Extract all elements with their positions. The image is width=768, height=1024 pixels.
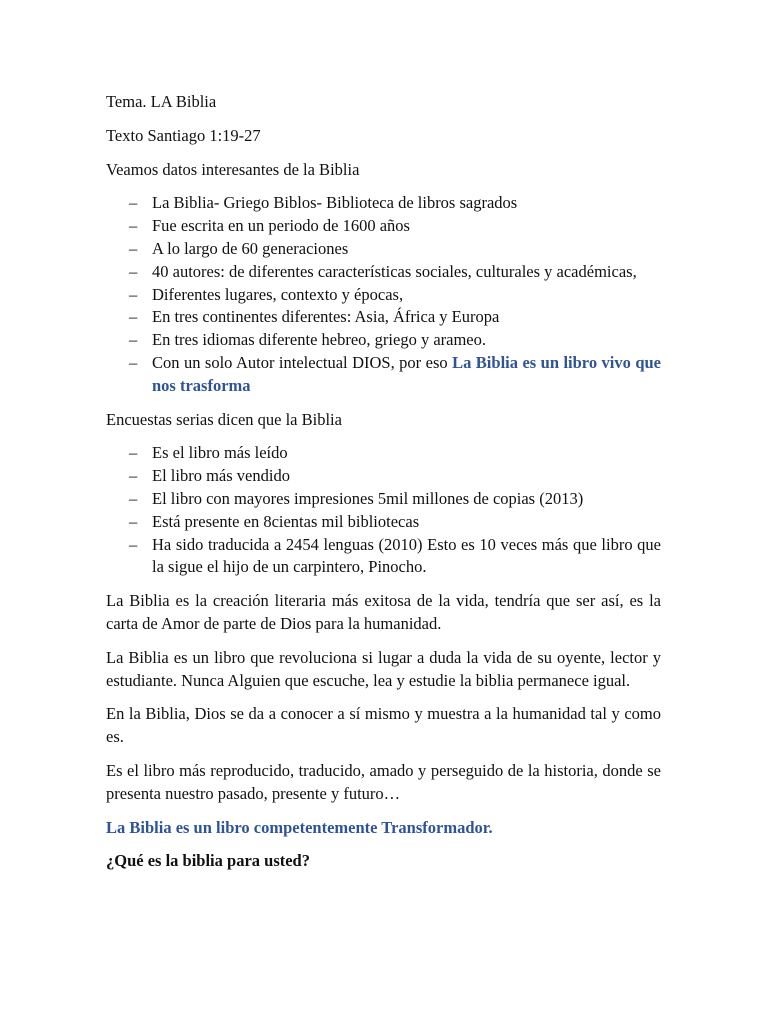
bullet-dash: –	[129, 307, 138, 327]
question-line: ¿Qué es la biblia para usted?	[106, 851, 310, 871]
bullet-dash: –	[129, 466, 138, 486]
survey-list	[106, 442, 661, 579]
survey-intro: Encuestas serias dicen que la Biblia	[106, 409, 342, 429]
bullet-dash: –	[129, 284, 138, 304]
paragraph: La Biblia es la creación literaria más exitosa de la vida, tendría que ser así, es la carta de Amor de parte de Dios para la humanidad.	[106, 591, 661, 633]
bullet-dash: –	[129, 216, 138, 236]
bullet-dash: –	[129, 511, 138, 531]
list-item: – Fue escrita en un periodo de 1600 años	[106, 215, 661, 238]
topic-line: Tema. LA Biblia	[106, 92, 217, 111]
list-item: – El libro con mayores impresiones 5mil millones de copias (2013)	[106, 488, 661, 511]
list-item: – Diferentes lugares, contexto y épocas,	[106, 284, 661, 307]
highlight-text: La Biblia es un libro vivo que nos trasforma	[152, 352, 662, 395]
document-body	[106, 91, 661, 873]
paragraph: En la Biblia, Dios se da a conocer a sí mismo y muestra a la humanidad tal y como es.	[106, 704, 661, 747]
intro-line: Veamos datos interesantes de la Biblia	[106, 159, 360, 179]
list-item: – En tres continentes diferentes: Asia, África y Europa	[106, 306, 661, 329]
bullet-dash: –	[129, 261, 138, 281]
highlight-line: La Biblia es un libro competentemente Transformador.	[106, 817, 493, 837]
paragraph: La Biblia es un libro que revoluciona si lugar a duda la vida de su oyente, lector y estudiante. Nunca Alguien que escuche, lea y estudie la biblia permanece igual.	[106, 647, 661, 690]
list-item: – Ha sido traducida a 2454 lenguas (2010) Esto es 10 veces más que libro que la sigue el hijo de un carpintero, Pinocho.	[129, 534, 661, 577]
list-item: – En tres idiomas diferente hebreo, griego y arameo.	[106, 329, 661, 352]
list-item: – A lo largo de 60 generaciones	[106, 238, 661, 261]
bullet-dash: –	[129, 352, 138, 372]
bullet-dash: –	[129, 193, 138, 213]
bullet-dash: –	[129, 534, 138, 554]
list-item: – Está presente en 8cientas mil bibliotecas	[106, 511, 661, 534]
list-item-text: Con un solo Autor intelectual DIOS, por eso	[152, 352, 453, 372]
bullet-dash: –	[129, 488, 138, 508]
bullet-dash: –	[129, 443, 138, 463]
facts-list	[106, 192, 661, 397]
scripture-line: Texto Santiago 1:19-27	[106, 125, 261, 145]
paragraph: Es el libro más reproducido, traducido, amado y perseguido de la historia, donde se presenta nuestro pasado, presente y futuro…	[106, 760, 661, 803]
list-item: – Es el libro más leído	[106, 442, 661, 465]
list-item: – 40 autores: de diferentes características sociales, culturales y académicas,	[106, 261, 661, 284]
bullet-dash: –	[129, 238, 138, 258]
list-item: – El libro más vendido	[106, 465, 661, 488]
bullet-dash: –	[129, 330, 138, 350]
list-item	[106, 352, 661, 398]
list-item: – La Biblia- Griego Biblos- Biblioteca de libros sagrados	[106, 192, 661, 215]
